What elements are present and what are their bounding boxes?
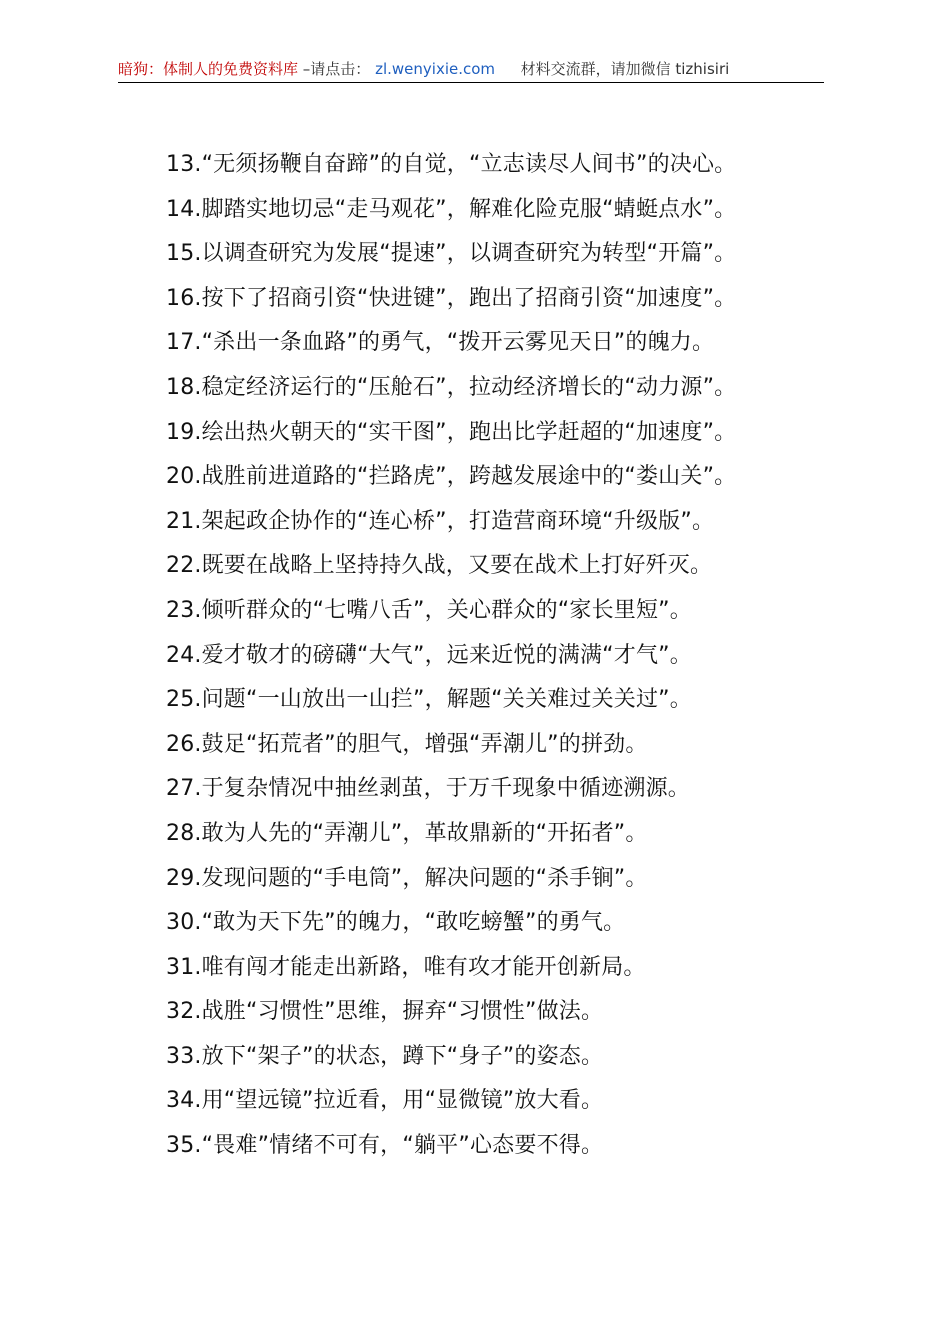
header-click-prompt: –请点击： bbox=[302, 60, 371, 78]
list-item: 26.鼓足“拓荒者”的胆气，增强“弄潮儿”的拼劲。 bbox=[166, 731, 648, 757]
header-contact: 材料交流群，请加微信 tizhisiri bbox=[520, 60, 730, 78]
list-item: 30.“敢为天下先”的魄力，“敢吃螃蟹”的勇气。 bbox=[166, 910, 626, 936]
list-item: 14.脚踏实地切忌“走马观花”，解难化险克服“蜻蜓点水”。 bbox=[166, 196, 737, 222]
list-item: 35.“畏难”情绪不可有，“躺平”心态要不得。 bbox=[166, 1133, 604, 1159]
list-item: 33.放下“架子”的状态，蹲下“身子”的姿态。 bbox=[166, 1043, 604, 1069]
list-item: 24.爱才敬才的磅礴“大气”，远来近悦的满满“才气”。 bbox=[166, 642, 692, 668]
header-divider bbox=[118, 82, 824, 83]
list-item: 31.唯有闯才能走出新路，唯有攻才能开创新局。 bbox=[166, 954, 646, 980]
list-item: 25.问题“一山放出一山拦”，解题“关关难过关关过”。 bbox=[166, 687, 692, 713]
page-header bbox=[118, 58, 824, 80]
list-item: 29.发现问题的“手电筒”，解决问题的“杀手锏”。 bbox=[166, 865, 648, 891]
list-item: 21.架起政企协作的“连心桥”，打造营商环境“升级版”。 bbox=[166, 508, 715, 534]
list-item: 15.以调查研究为发展“提速”，以调查研究为转型“开篇”。 bbox=[166, 241, 737, 267]
list-item: 23.倾听群众的“七嘴八舌”，关心群众的“家长里短”。 bbox=[166, 597, 692, 623]
header-url-link[interactable]: zl.wenyixie.com bbox=[375, 60, 496, 78]
list-item: 13.“无须扬鞭自奋蹄”的自觉，“立志读尽人间书”的决心。 bbox=[166, 152, 737, 177]
phrase-list bbox=[166, 143, 736, 1169]
list-item: 19.绘出热火朝天的“实干图”，跑出比学赶超的“加速度”。 bbox=[166, 419, 737, 445]
list-item: 34.用“望远镜”拉近看，用“显微镜”放大看。 bbox=[166, 1088, 604, 1114]
list-item: 22.既要在战略上坚持持久战，又要在战术上打好歼灭。 bbox=[166, 553, 713, 579]
list-item: 20.战胜前进道路的“拦路虎”，跨越发展途中的“娄山关”。 bbox=[166, 464, 737, 490]
list-item: 32.战胜“习惯性”思维，摒弃“习惯性”做法。 bbox=[166, 999, 604, 1025]
header-brand: 暗狗：体制人的免费资料库 bbox=[118, 60, 299, 78]
list-item: 18.稳定经济运行的“压舱石”，拉动经济增长的“动力源”。 bbox=[166, 374, 737, 400]
list-item: 16.按下了招商引资“快进键”，跑出了招商引资“加速度”。 bbox=[166, 285, 737, 311]
list-item: 27.于复杂情况中抽丝剥茧，于万千现象中循迹溯源。 bbox=[166, 776, 690, 802]
list-item: 17.“杀出一条血路”的勇气，“拨开云雾见天日”的魄力。 bbox=[166, 330, 715, 356]
list-item: 28.敢为人先的“弄潮儿”，革故鼎新的“开拓者”。 bbox=[166, 820, 648, 846]
